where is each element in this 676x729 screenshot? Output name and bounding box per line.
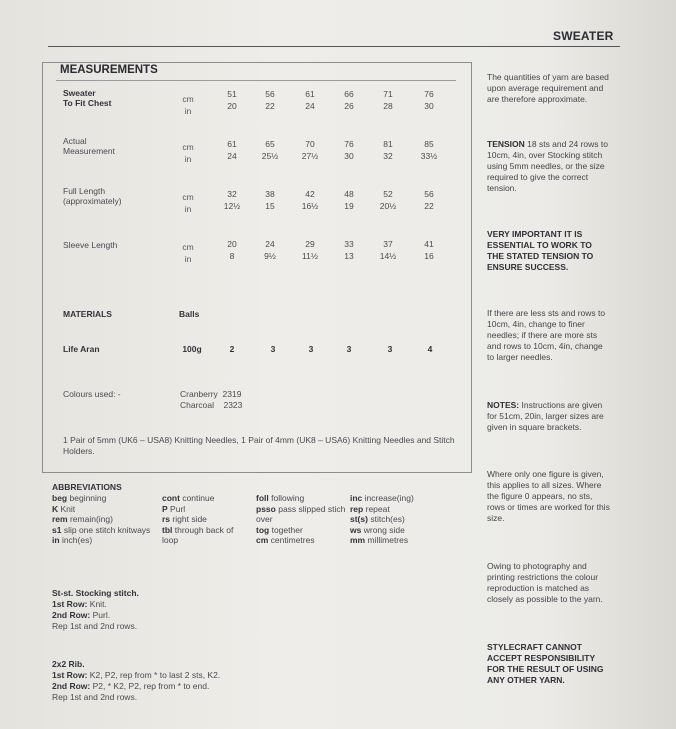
measurement-value: 48 19 bbox=[344, 189, 354, 211]
measurements-box bbox=[42, 62, 472, 473]
notes-note: NOTES: Instructions are given for 51cm, 20in, larger sizes are given in square brackets. bbox=[487, 400, 604, 432]
abbreviation-item: s1 slip one stitch knitways bbox=[52, 524, 151, 535]
abbreviation-item: foll following bbox=[256, 493, 305, 503]
measurements-heading: MEASUREMENTS bbox=[60, 64, 158, 76]
page-title: SWEATER bbox=[553, 29, 614, 43]
colours-label: Colours used: - bbox=[63, 389, 121, 399]
measurement-value: 42 16½ bbox=[301, 189, 319, 211]
abbreviation-item: in inch(es) bbox=[52, 535, 93, 545]
stocking-repeat: Rep 1st and 2nd rows. bbox=[52, 621, 138, 631]
abbreviation-item: rep repeat bbox=[350, 503, 390, 514]
measurement-value: 33 13 bbox=[344, 239, 354, 261]
abbreviation-item: tbl through back of loop bbox=[162, 524, 234, 545]
colour-note: Owing to photography and printing restrictions the colour reproduction is matched as closely as possible to the yarn. bbox=[487, 561, 603, 604]
measurement-value: 56 22 bbox=[424, 189, 434, 211]
abbreviation-item: cm centimetres bbox=[256, 535, 315, 545]
abbreviation-item: K Knit bbox=[52, 503, 76, 514]
ball-count: 2 bbox=[229, 344, 235, 354]
measurement-value: 24 9½ bbox=[264, 239, 276, 261]
yarn-weight: 100g bbox=[182, 344, 202, 354]
abbreviation-item: beg beginning bbox=[52, 493, 107, 503]
yarn-quantity-note: The quantities of yarn are based upon average requirement and are therefore approximate. bbox=[487, 72, 609, 104]
balls-label: Balls bbox=[179, 309, 200, 319]
yarn-name: Life Aran bbox=[63, 344, 100, 354]
measurement-value: 76 30 bbox=[344, 139, 354, 161]
rib-row-2: 2nd Row: P2, * K2, P2, rep from * to end. bbox=[52, 681, 210, 691]
measurement-value: 85 33½ bbox=[420, 139, 438, 161]
rib-title: 2x2 Rib. bbox=[52, 659, 85, 669]
measurement-value: 71 28 bbox=[383, 89, 393, 111]
measurement-value: 61 24 bbox=[227, 139, 237, 161]
measurement-value: 37 14½ bbox=[379, 239, 397, 261]
abbreviation-item: cont continue bbox=[162, 493, 215, 503]
title-rule bbox=[48, 46, 620, 47]
abbreviation-item: P Purl bbox=[162, 503, 186, 514]
ball-count: 3 bbox=[308, 344, 314, 354]
colour-item: Cranberry 2319 bbox=[180, 389, 242, 399]
measurement-value: 65 25½ bbox=[261, 139, 279, 161]
stocking-stitch-block bbox=[52, 588, 139, 632]
measurement-units: cm in bbox=[182, 192, 194, 214]
measurement-value: 70 27½ bbox=[301, 139, 319, 161]
measurement-units: cm in bbox=[182, 94, 194, 116]
abbreviations-heading: ABBREVIATIONS bbox=[52, 482, 122, 492]
measurement-value: 56 22 bbox=[265, 89, 275, 111]
colour-item: Charcoal 2323 bbox=[180, 400, 243, 410]
abbreviation-item: ws wrong side bbox=[350, 524, 405, 535]
measurement-value: 20 8 bbox=[227, 239, 237, 261]
measurements-rule bbox=[56, 80, 456, 81]
abbreviations-column bbox=[256, 493, 346, 546]
disclaimer-note: STYLECRAFT CANNOT ACCEPT RESPONSIBILITY FOR THE RESULT OF USING ANY OTHER YARN. bbox=[487, 642, 604, 685]
abbreviation-item: mm millimetres bbox=[350, 535, 409, 545]
stocking-row-1: 1st Row: Knit. bbox=[52, 599, 107, 609]
measurement-value: 38 15 bbox=[265, 189, 275, 211]
measurement-value: 81 32 bbox=[383, 139, 393, 161]
measurement-units: cm in bbox=[182, 142, 194, 164]
abbreviation-item: inc increase(ing) bbox=[350, 493, 414, 503]
important-note: VERY IMPORTANT IT IS ESSENTIAL TO WORK TO THE STATED TENSION TO ENSURE SUCCESS. bbox=[487, 229, 594, 272]
measurement-value: 32 12½ bbox=[223, 189, 241, 211]
abbreviations-column bbox=[162, 493, 250, 546]
measurement-label: Sleeve Length bbox=[63, 240, 118, 250]
materials-heading: MATERIALS bbox=[63, 309, 112, 319]
abbreviation-item: tog together bbox=[256, 524, 303, 535]
abbreviation-item: st(s) stitch(es) bbox=[350, 514, 405, 524]
tension-note: TENSION 18 sts and 24 rows to 10cm, 4in, over Stocking stitch using 5mm needles, or the size required to give the correct tension. bbox=[487, 139, 608, 193]
needles-note: If there are less sts and rows to 10cm, 4in, change to finer needles; if there are more sts and rows to 10cm, 4in, change to larger needles. bbox=[487, 308, 606, 362]
stocking-stitch-title: St-st. Stocking stitch. bbox=[52, 588, 139, 598]
rib-block bbox=[52, 659, 220, 703]
measurement-units: cm in bbox=[182, 242, 194, 264]
figure-note: Where only one figure is given, this applies to all sizes. Where the figure 0 appears, no sts, rows or times are worked for this size. bbox=[487, 469, 610, 523]
ball-count: 3 bbox=[387, 344, 393, 354]
abbreviations-column bbox=[52, 493, 152, 546]
ball-count: 4 bbox=[427, 344, 433, 354]
measurement-value: 29 11½ bbox=[302, 239, 318, 261]
measurement-value: 41 16 bbox=[424, 239, 434, 261]
stocking-row-2: 2nd Row: Purl. bbox=[52, 610, 111, 620]
measurement-value: 61 24 bbox=[305, 89, 315, 111]
ball-count: 3 bbox=[270, 344, 276, 354]
abbreviations-column bbox=[350, 493, 450, 546]
abbreviation-item: psso pass slipped stich over bbox=[256, 503, 346, 524]
measurement-label: Sweater To Fit Chest bbox=[63, 88, 112, 108]
measurement-value: 52 20½ bbox=[379, 189, 397, 211]
needles-text: 1 Pair of 5mm (UK6 – USA8) Knitting Needles, 1 Pair of 4mm (UK8 – USA6) Knitting Needles and Stitch Holders. bbox=[63, 435, 455, 456]
measurement-value: 51 20 bbox=[227, 89, 237, 111]
abbreviation-item: rs right side bbox=[162, 514, 207, 524]
rib-row-1: 1st Row: K2, P2, rep from * to last 2 sts, K2. bbox=[52, 670, 221, 680]
measurement-value: 66 26 bbox=[344, 89, 354, 111]
measurement-value: 76 30 bbox=[424, 89, 434, 111]
measurement-label: Full Length (approximately) bbox=[63, 186, 122, 206]
ball-count: 3 bbox=[346, 344, 352, 354]
abbreviation-item: rem remain(ing) bbox=[52, 514, 113, 524]
rib-repeat: Rep 1st and 2nd rows. bbox=[52, 692, 138, 702]
measurement-label: Actual Measurement bbox=[63, 136, 115, 156]
